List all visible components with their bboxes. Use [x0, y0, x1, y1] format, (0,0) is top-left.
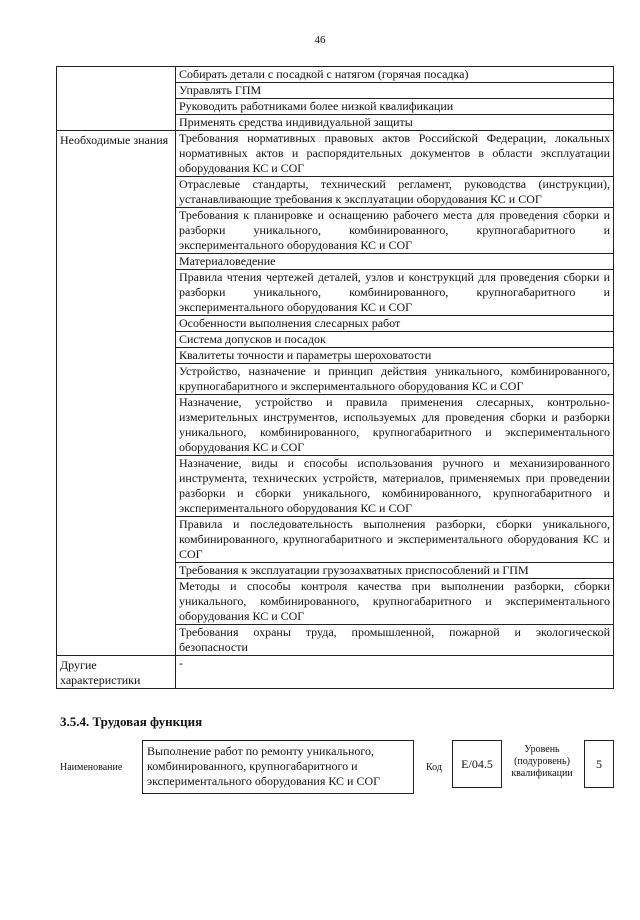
item-text: Материаловедение [176, 254, 614, 270]
skills-knowledge-table [56, 66, 614, 689]
item-text: Требования нормативных правовых актов Российской Федерации, локальных нормативных актов и распорядительных документов в области эксплуатации оборудования КС и СОГ [176, 131, 614, 177]
item-text: Устройство, назначение и принцип действия уникального, комбинированного, крупногабаритного и экспериментального оборудования КС и СОГ [176, 364, 614, 395]
name-value: Выполнение работ по ремонту уникального, комбинированного, крупногабаритного и экспериментального оборудования КС и СОГ [147, 744, 381, 788]
row-label [57, 67, 176, 131]
item-text: Назначение, виды и способы использования ручного и механизированного инструмента, технических устройств, материалов, применяемых при проведении разборки и сборки уникального, комбинированного, крупногабаритного и экспериментального оборудования КС и СОГ [176, 456, 614, 517]
row-label: Необходимые знания [57, 131, 176, 656]
knowledge-row [57, 131, 614, 177]
name-label: Наименование [60, 762, 123, 773]
code-label: Код [426, 762, 442, 773]
item-text: Назначение, устройство и правила применения слесарных, контрольно-измерительных инструментов, используемых для проведения сборки и разборки уникального, комбинированного, крупногабаритного и экспериментального оборудования КС и СОГ [176, 395, 614, 456]
item-text: Методы и способы контроля качества при выполнении разборки, сборки уникального, комбинированного, крупногабаритного и экспериментального оборудования КС и СОГ [176, 579, 614, 625]
skill-row [57, 67, 614, 83]
item-text: Правила чтения чертежей деталей, узлов и конструкций для проведения сборки и разборки уникального, комбинированного, крупногабаритного и экспериментального оборудования КС и СОГ [176, 270, 614, 316]
other-row [57, 656, 614, 689]
code-value-box [452, 740, 502, 788]
item-text: Управлять ГПМ [176, 83, 614, 99]
name-value-box [142, 740, 414, 794]
item-text: Требования к эксплуатации грузозахватных приспособлений и ГПМ [176, 563, 614, 579]
item-text: Применять средства индивидуальной защиты [176, 115, 614, 131]
item-text: Руководить работниками более низкой квалификации [176, 99, 614, 115]
item-text: Особенности выполнения слесарных работ [176, 316, 614, 332]
code-value: E/04.5 [461, 756, 493, 771]
page-number: 46 [314, 34, 326, 46]
level-value-box [584, 740, 614, 788]
item-text: - [176, 656, 614, 689]
level-value: 5 [596, 756, 602, 771]
table-body [57, 67, 614, 689]
item-text: Требования к планировке и оснащению рабочего места для проведения сборки и разборки уникального, комбинированного, крупногабаритного и экспериментального оборудования КС и СОГ [176, 208, 614, 254]
item-text: Правила и последовательность выполнения разборки, сборки уникального, комбинированного, крупногабаритного и экспериментального оборудования КС и СОГ [176, 517, 614, 563]
row-label: Другие характеристики [57, 656, 176, 689]
level-label: Уровень (подуровень) квалификации [511, 744, 573, 779]
item-text: Собирать детали с посадкой с натягом (горячая посадка) [176, 67, 614, 83]
item-text: Система допусков и посадок [176, 332, 614, 348]
labor-function-row [60, 740, 620, 800]
section-heading: 3.5.4. Трудовая функция [60, 714, 203, 729]
item-text: Отраслевые стандарты, технический регламент, руководства (инструкции), устанавливающие требования к эксплуатации оборудования КС и СОГ [176, 177, 614, 208]
item-text: Квалитеты точности и параметры шероховатости [176, 348, 614, 364]
item-text: Требования охраны труда, промышленной, пожарной и экологической безопасности [176, 625, 614, 656]
